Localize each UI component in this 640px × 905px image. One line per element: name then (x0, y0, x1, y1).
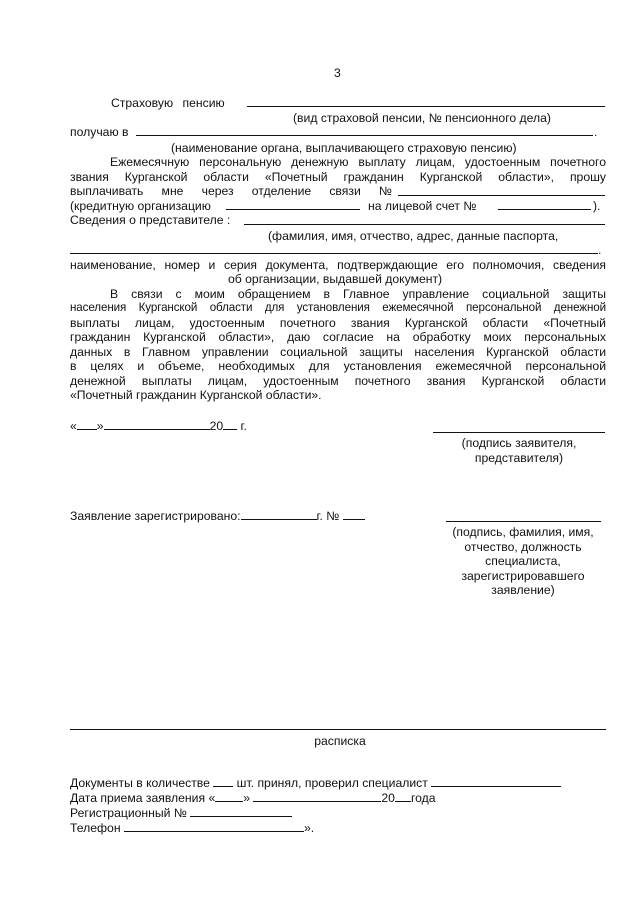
registration-date-field[interactable] (241, 509, 317, 520)
receipt-docs-mid: шт. принял, проверил специалист (236, 776, 428, 790)
registration-number-field[interactable] (343, 509, 365, 520)
receipt-specialist-field[interactable] (431, 776, 561, 787)
receipt-phone-label: Телефон (70, 821, 121, 835)
receipt-reg-number-field[interactable] (190, 806, 292, 817)
receipt-day-field[interactable] (215, 791, 243, 802)
pension-label: Страховую пенсию (111, 96, 225, 110)
registration-hint-2: отчество, должность (464, 540, 582, 554)
account-end: ). (593, 199, 601, 213)
receipt-month-field[interactable] (253, 791, 381, 802)
payment-line-1: Ежемесячную персональную денежную выплату лицам, удостоенным почетного (110, 155, 606, 169)
receipt-docs-line (70, 776, 561, 790)
registration-hint-3: специалиста, (485, 554, 561, 568)
representative-hint-2: наименование, номер и серия документа, подтверждающие его полномочия, сведения (70, 258, 606, 272)
pension-organ-field[interactable] (136, 135, 593, 136)
bank-field[interactable] (226, 209, 360, 210)
receipt-title: расписка (314, 734, 366, 748)
receipt-year-field[interactable] (395, 791, 411, 802)
period-mark: . (594, 125, 598, 139)
registration-hint-1: (подпись, фамилия, имя, (452, 525, 594, 539)
pension-type-hint: (вид страховой пенсии, № пенсионного дела) (293, 111, 551, 125)
receipt-year-suffix: года (410, 791, 436, 805)
applicant-signature-hint-1: (подпись заявителя, (461, 436, 577, 450)
bank-label: (кредитную организацию (70, 199, 211, 213)
receipt-reg-label: Регистрационный № (70, 806, 187, 820)
receive-label: получаю в (70, 125, 129, 139)
date-month-field[interactable] (104, 419, 210, 430)
consent-line-8: «Почетный гражданин Курганской области». (70, 388, 322, 402)
receipt-docs-count-field[interactable] (213, 776, 233, 787)
receipt-divider (70, 729, 606, 730)
receipt-date-line (70, 791, 436, 805)
pension-organ-hint: (наименование органа, выплачивающего страховую пенсию) (171, 141, 517, 155)
receipt-date-close: » (243, 791, 251, 805)
account-label: на лицевой счет № (368, 199, 477, 213)
payment-line-3: выплачивать мне через отделение связи № (70, 184, 392, 198)
year-prefix: 20 (209, 419, 224, 433)
payment-line-2: звания Курганской области «Почетный гражданин Курганской области», прошу (70, 170, 606, 184)
consent-line-3: выплаты лицам, удостоенным почетного звания Курганской области «Почетный (70, 316, 606, 330)
post-office-field[interactable] (398, 195, 605, 196)
receipt-phone-line (70, 821, 314, 835)
consent-line-1: В связи с моим обращением в Главное управление социальной защиты (110, 287, 606, 301)
representative-hint-1: (фамилия, имя, отчество, адрес, данные паспорта, (268, 229, 559, 243)
pension-type-field[interactable] (247, 106, 605, 107)
registration-line (70, 509, 365, 523)
receipt-date-label: Дата приема заявления « (70, 791, 216, 805)
date-open: « (70, 419, 77, 433)
receipt-phone-field[interactable] (124, 821, 304, 832)
date-day-field[interactable] (77, 419, 97, 430)
representative-field-1[interactable] (244, 224, 605, 225)
registration-label: Заявление зарегистрировано: (70, 509, 241, 523)
year-suffix: г. (240, 419, 247, 433)
registration-suffix: г. № (316, 509, 340, 523)
account-field[interactable] (498, 209, 591, 210)
consent-line-5: данных в Главном управлении социальной защиты населения Курганской области (70, 345, 606, 359)
page-number: 3 (334, 66, 341, 80)
consent-line-4: гражданин Курганской области», даю согласие на обработку моих персональных (70, 330, 606, 344)
consent-line-6: в целях и объеме, необходимых для установления ежемесячной персональной (70, 359, 606, 373)
representative-hint-3: об организации, выдавшей документ) (228, 272, 443, 286)
consent-line-7: денежной выплаты лицам, удостоенным почетного звания Курганской области (70, 374, 606, 388)
representative-label: Сведения о представителе : (70, 213, 231, 227)
representative-field-2[interactable] (70, 253, 598, 254)
registration-hint-4: зарегистрировавшего (461, 569, 585, 583)
consent-line-2: населения Курганской области для установления ежемесячной персональной денежной (70, 301, 606, 314)
period-mark-2: . (598, 243, 602, 257)
applicant-signature-field[interactable] (433, 432, 605, 433)
receipt-phone-end: ». (303, 821, 315, 835)
receipt-docs-label: Документы в количестве (70, 776, 210, 790)
applicant-signature-hint-2: представителя) (474, 451, 564, 465)
registration-hint-5: заявление) (491, 583, 555, 597)
applicant-date (70, 419, 247, 433)
specialist-signature-field[interactable] (446, 521, 601, 522)
date-year-field[interactable] (223, 419, 237, 430)
date-close: » (96, 419, 104, 433)
receipt-year-prefix: 20 (381, 791, 395, 805)
receipt-reg-line (70, 806, 292, 820)
